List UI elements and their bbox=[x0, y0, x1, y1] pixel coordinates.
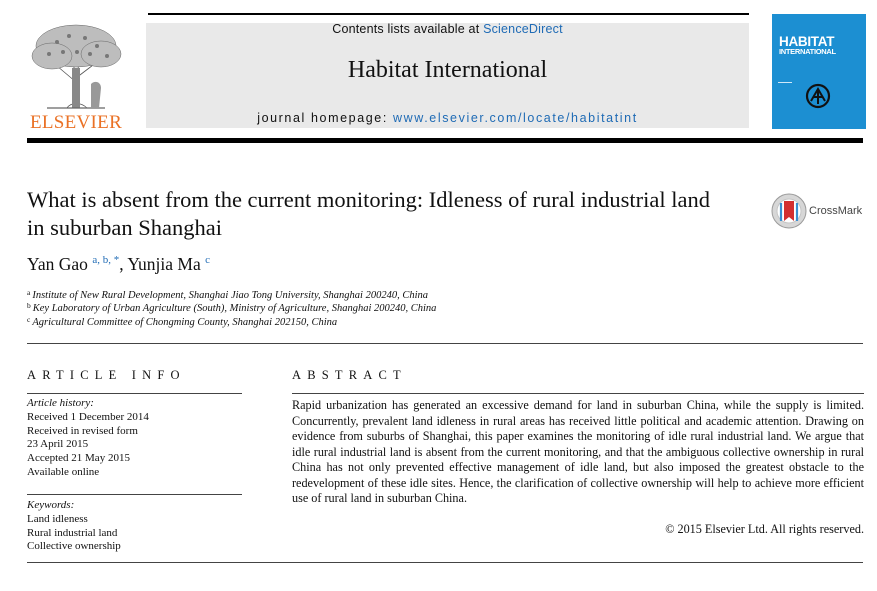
article-history bbox=[27, 397, 149, 480]
author-affiliation-marks[interactable]: c bbox=[205, 254, 210, 266]
author-name[interactable]: Yunjia Ma bbox=[127, 254, 201, 274]
copyright-notice: © 2015 Elsevier Ltd. All rights reserved. bbox=[665, 522, 864, 536]
affiliation-text: Agricultural Committee of Chongming County, Shanghai 202150, China bbox=[32, 317, 338, 328]
homepage-link[interactable]: www.elsevier.com/locate/habitatint bbox=[393, 111, 638, 125]
elsevier-tree-logo bbox=[27, 22, 125, 110]
history-item: Received in revised form bbox=[27, 424, 138, 437]
abstract-heading: ABSTRACT bbox=[292, 368, 407, 382]
affiliation-text: Key Laboratory of Urban Agriculture (South), Ministry of Agriculture, Shanghai 200240, China bbox=[32, 303, 437, 314]
section-divider bbox=[27, 343, 863, 344]
affiliation bbox=[27, 315, 337, 328]
keyword-item: Collective ownership bbox=[27, 540, 121, 553]
author-separator: , bbox=[119, 254, 128, 274]
author-list bbox=[27, 254, 210, 275]
keyword-item: Rural industrial land bbox=[27, 526, 118, 539]
article-info-rule bbox=[27, 393, 242, 394]
cover-title-line2: INTERNATIONAL bbox=[779, 47, 836, 56]
history-item: 23 April 2015 bbox=[27, 438, 89, 451]
affiliation bbox=[27, 288, 428, 301]
author-affiliation-marks[interactable]: a, b, * bbox=[92, 254, 120, 266]
history-item: Accepted 21 May 2015 bbox=[27, 452, 130, 465]
history-item: Received 1 December 2014 bbox=[27, 410, 149, 423]
abstract-rule bbox=[292, 393, 864, 394]
article-info-heading: ARTICLE INFO bbox=[27, 368, 186, 382]
journal-cover[interactable] bbox=[772, 14, 866, 129]
header-top-rule bbox=[148, 13, 749, 15]
keywords bbox=[27, 499, 121, 554]
cover-title bbox=[779, 36, 861, 56]
crossmark-label[interactable]: CrossMark bbox=[809, 205, 863, 217]
crossmark-icon[interactable] bbox=[770, 193, 808, 229]
keywords-label: Keywords: bbox=[27, 499, 75, 511]
contents-line bbox=[146, 22, 749, 36]
abstract-text: Rapid urbanization has generated an excessive demand for land in suburban China, while the supply is limited. Concurrently, prevalent land idleness in rural areas has received little political and academic attention. Drawing on evidence from suburbs of Shanghai, this paper examines the monitoring of idle rural industrial land. We argue that idle rural industrial land is absent from the current monitoring, and that the ambiguous collective ownership in rural China has not only prevented effective management of idle land, but also imposed the greatest obstacle to the redevelopment of these idle sites. Hence, the clarification of collective ownership will help to achieve more efficient use of rural land in suburban China. bbox=[292, 398, 864, 505]
history-item: Available online bbox=[27, 465, 100, 478]
bottom-rule bbox=[27, 562, 863, 563]
journal-title: Habitat International bbox=[347, 57, 548, 83]
article-title: What is absent from the current monitoring: Idleness of rural industrial land in suburban Shanghai bbox=[27, 187, 710, 240]
affiliation bbox=[27, 301, 436, 314]
contents-prefix: Contents lists available at bbox=[332, 22, 480, 36]
cover-title-line1: HABITAT bbox=[779, 34, 835, 49]
affiliation-mark: a bbox=[27, 288, 31, 297]
history-label: Article history: bbox=[27, 397, 94, 409]
affiliation-mark: b bbox=[27, 301, 31, 310]
author-name[interactable]: Yan Gao bbox=[27, 254, 88, 274]
cover-decor-rule bbox=[778, 82, 792, 83]
cover-emblem-icon bbox=[805, 83, 831, 109]
header-bottom-rule bbox=[27, 138, 863, 143]
affiliation-text: Institute of New Rural Development, Shanghai Jiao Tong University, Shanghai 200240, China bbox=[32, 290, 429, 301]
keywords-rule bbox=[27, 494, 242, 495]
publisher-wordmark: ELSEVIER bbox=[29, 112, 123, 133]
homepage-prefix: journal homepage: bbox=[257, 111, 388, 125]
sciencedirect-link[interactable]: ScienceDirect bbox=[483, 22, 563, 36]
journal-homepage bbox=[146, 111, 749, 125]
affiliation-mark: c bbox=[27, 315, 31, 324]
keyword-item: Land idleness bbox=[27, 512, 88, 525]
